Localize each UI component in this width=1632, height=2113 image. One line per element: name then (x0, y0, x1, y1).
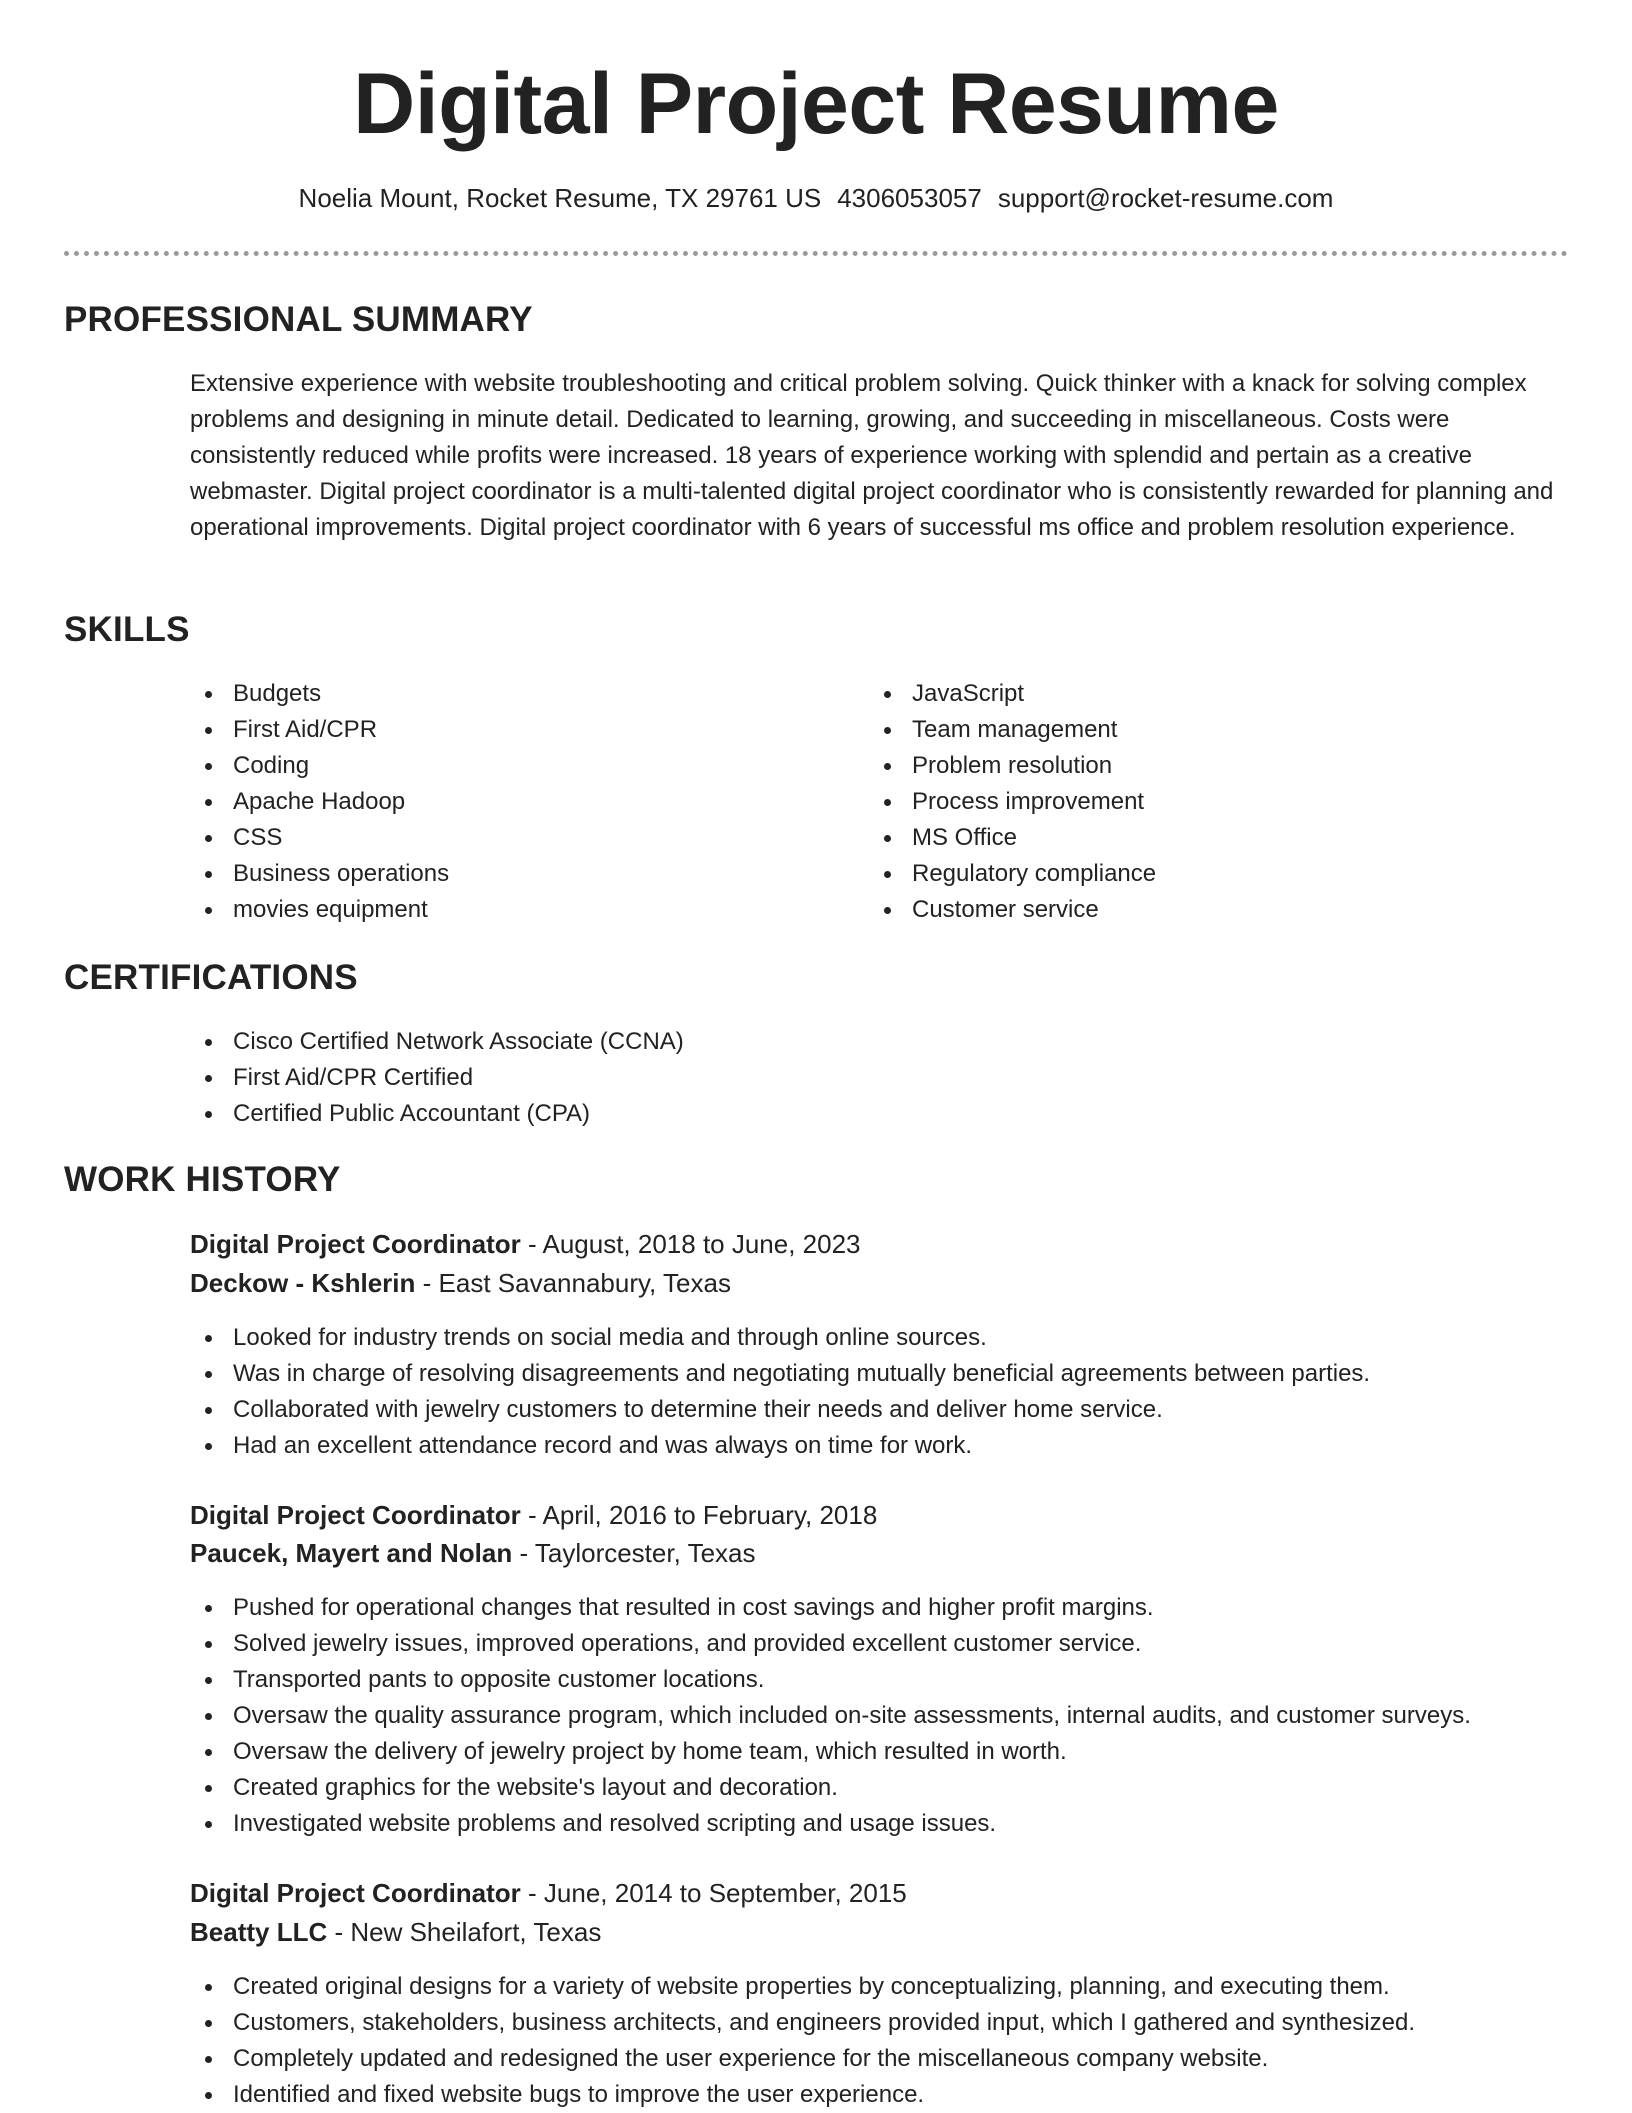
job-company-line (190, 1913, 601, 1951)
contact-line (0, 180, 1632, 216)
job-company-line (190, 1534, 756, 1572)
skills-list-left (190, 676, 830, 928)
certifications-heading: CERTIFICATIONS (64, 958, 358, 997)
summary-heading: PROFESSIONAL SUMMARY (64, 300, 533, 339)
job-location: - Taylorcester, Texas (512, 1538, 756, 1568)
job-bullet: Oversaw the quality assurance program, which included on-site assessments, internal audits, and customer surveys. (190, 1698, 1610, 1734)
job-bullet: Pushed for operational changes that resulted in cost savings and higher profit margins. (190, 1590, 1610, 1626)
job-company: Beatty LLC (190, 1917, 328, 1947)
job-bullet: Had an excellent attendance record and was always on time for work. (190, 1428, 1590, 1464)
job-bullet: Investigated website problems and resolved scripting and usage issues. (190, 1806, 1610, 1842)
skill-item: Budgets (190, 676, 830, 712)
certification-item: First Aid/CPR Certified (190, 1060, 1570, 1096)
job-bullets (190, 1320, 1590, 1464)
skill-item: First Aid/CPR (190, 712, 830, 748)
job-company: Paucek, Mayert and Nolan (190, 1538, 513, 1568)
certifications-list (190, 1024, 1570, 1132)
job-bullets (190, 1969, 1610, 2113)
certification-item: Certified Public Accountant (CPA) (190, 1096, 1570, 1132)
job-bullet: Solved jewelry issues, improved operations, and provided excellent customer service. (190, 1626, 1610, 1662)
job-dates: - June, 2014 to September, 2015 (520, 1878, 907, 1908)
job-title-line (190, 1874, 907, 1912)
resume-title: Digital Project Resume (353, 56, 1279, 152)
certification-item: Cisco Certified Network Associate (CCNA) (190, 1024, 1570, 1060)
job-title-line (190, 1225, 861, 1263)
skill-item: Business operations (190, 856, 830, 892)
skill-item: Process improvement (869, 784, 1509, 820)
skills-list-right (869, 676, 1509, 928)
skill-item: Coding (190, 748, 830, 784)
header-divider (64, 251, 1568, 256)
summary-text: Extensive experience with website troubleshooting and critical problem solving. Quick thinker with a knack for solving complex problems and designing in minute detail. Dedicated to learning, growing, and succeeding in miscellaneous. Costs were consistently reduced while profits were increased. 18 years of experience working with splendid and pertain as a creative webmaster. Digital project coordinator is a multi-talented digital project coordinator who is consistently rewarded for planning and operational improvements. Digital project coordinator with 6 years of successful ms office and problem resolution experience. (190, 370, 1554, 541)
contact-phone: 4306053057 (837, 183, 982, 213)
skill-item: Regulatory compliance (869, 856, 1509, 892)
job-bullet: Identified and fixed website bugs to improve the user experience. (190, 2077, 1610, 2113)
job-bullet: Completely updated and redesigned the user experience for the miscellaneous company website. (190, 2041, 1610, 2077)
contact-address: Noelia Mount, Rocket Resume, TX 29761 US (298, 183, 822, 213)
skill-item: MS Office (869, 820, 1509, 856)
job-bullet: Transported pants to opposite customer locations. (190, 1662, 1610, 1698)
job-bullet: Created graphics for the website's layout and decoration. (190, 1770, 1610, 1806)
job-bullet: Customers, stakeholders, business architects, and engineers provided input, which I gathered and synthesized. (190, 2005, 1610, 2041)
job-bullet: Created original designs for a variety of website properties by conceptualizing, planning, and executing them. (190, 1969, 1610, 2005)
job-dates: - August, 2018 to June, 2023 (520, 1229, 861, 1259)
job-title-line (190, 1496, 877, 1534)
skill-item: movies equipment (190, 892, 830, 928)
skill-item: CSS (190, 820, 830, 856)
skill-item: Customer service (869, 892, 1509, 928)
skills-heading: SKILLS (64, 610, 190, 649)
contact-email: support@rocket-resume.com (997, 183, 1334, 213)
job-bullet: Oversaw the delivery of jewelry project by home team, which resulted in worth. (190, 1734, 1610, 1770)
job-company: Deckow - Kshlerin (190, 1268, 416, 1298)
job-title: Digital Project Coordinator (190, 1878, 521, 1908)
job-bullet: Collaborated with jewelry customers to determine their needs and deliver home service. (190, 1392, 1590, 1428)
job-title: Digital Project Coordinator (190, 1500, 521, 1530)
skill-item: Team management (869, 712, 1509, 748)
job-bullet: Looked for industry trends on social media and through online sources. (190, 1320, 1590, 1356)
skill-item: JavaScript (869, 676, 1509, 712)
job-location: - New Sheilafort, Texas (327, 1917, 602, 1947)
job-bullets (190, 1590, 1610, 1842)
work-history-heading: WORK HISTORY (64, 1160, 341, 1199)
job-company-line (190, 1264, 731, 1302)
skill-item: Apache Hadoop (190, 784, 830, 820)
job-bullet: Was in charge of resolving disagreements and negotiating mutually beneficial agreements between parties. (190, 1356, 1590, 1392)
job-title: Digital Project Coordinator (190, 1229, 521, 1259)
skill-item: Problem resolution (869, 748, 1509, 784)
job-location: - East Savannabury, Texas (415, 1268, 731, 1298)
job-dates: - April, 2016 to February, 2018 (520, 1500, 878, 1530)
